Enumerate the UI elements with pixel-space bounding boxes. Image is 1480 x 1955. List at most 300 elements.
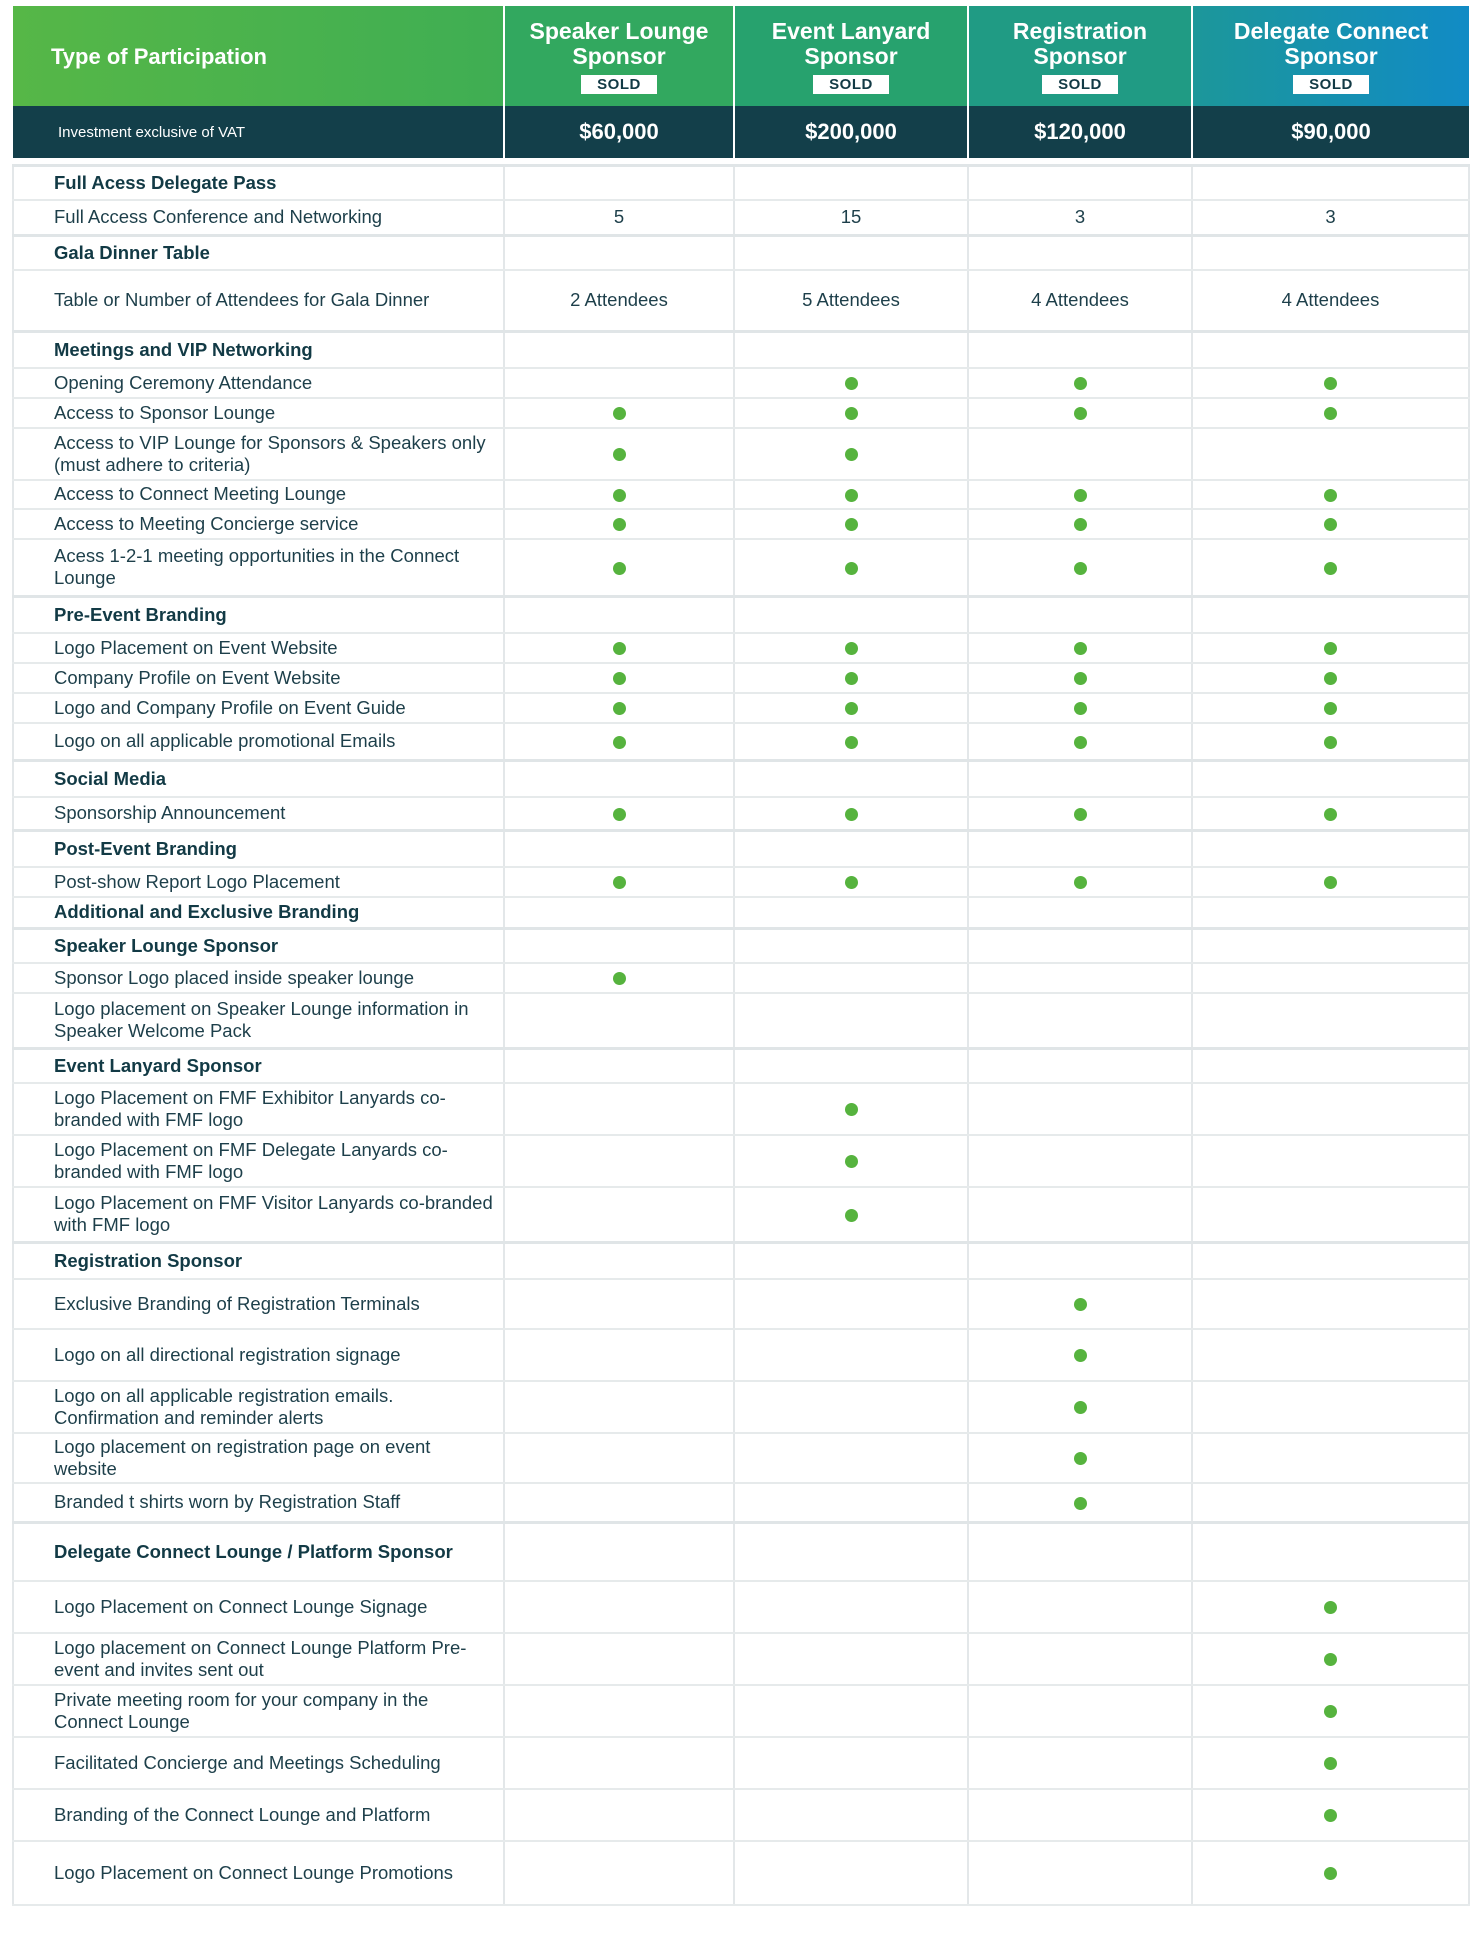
benefit-label: Exclusive Branding of Registration Terminals: [13, 1279, 504, 1329]
section-heading: Pre-Event Branding: [13, 597, 504, 633]
benefit-row: [13, 539, 1469, 597]
empty-cell: [734, 897, 968, 929]
empty-cell: [734, 1243, 968, 1279]
empty-cell: [1192, 166, 1469, 200]
section-row: [13, 929, 1469, 963]
included-dot-icon: [1074, 808, 1087, 821]
vat-note: Investment exclusive of VAT: [13, 106, 504, 158]
included-cell: [968, 480, 1192, 509]
column-name: Speaker Lounge Sponsor: [529, 17, 709, 69]
included-dot-icon: [1324, 489, 1337, 502]
empty-cell: [734, 963, 968, 993]
included-cell: [1192, 1841, 1469, 1905]
included-dot-icon: [613, 736, 626, 749]
benefit-row: [13, 693, 1469, 723]
empty-cell: [734, 1737, 968, 1789]
included-cell: [734, 1083, 968, 1135]
spacer-row: [13, 158, 1469, 166]
empty-cell: [1192, 1049, 1469, 1083]
empty-cell: [1192, 1329, 1469, 1381]
included-cell: [734, 693, 968, 723]
sold-badge: SOLD: [1042, 75, 1118, 94]
value-cell: 5 Attendees: [734, 270, 968, 332]
empty-cell: [1192, 929, 1469, 963]
included-cell: [504, 633, 734, 663]
included-dot-icon: [845, 407, 858, 420]
included-dot-icon: [1074, 407, 1087, 420]
empty-cell: [504, 897, 734, 929]
price-registration: $120,000: [968, 106, 1192, 158]
included-cell: [734, 723, 968, 761]
empty-cell: [968, 831, 1192, 867]
empty-cell: [734, 1841, 968, 1905]
included-cell: [968, 398, 1192, 428]
included-dot-icon: [1324, 562, 1337, 575]
included-cell: [1192, 1581, 1469, 1633]
empty-cell: [504, 166, 734, 200]
included-dot-icon: [1324, 1601, 1337, 1614]
section-heading: Delegate Connect Lounge / Platform Sponsor: [13, 1523, 504, 1581]
benefit-label: Logo Placement on FMF Delegate Lanyards co-branded with FMF logo: [13, 1135, 504, 1187]
included-dot-icon: [1074, 642, 1087, 655]
benefit-label: Post-show Report Logo Placement: [13, 867, 504, 897]
included-cell: [734, 428, 968, 480]
sold-badge: SOLD: [1293, 75, 1369, 94]
included-dot-icon: [613, 808, 626, 821]
benefit-label: Facilitated Concierge and Meetings Scheduling: [13, 1737, 504, 1789]
empty-cell: [968, 1633, 1192, 1685]
included-cell: [968, 368, 1192, 398]
section-row: [13, 236, 1469, 270]
section-heading: Social Media: [13, 761, 504, 797]
empty-cell: [968, 1581, 1192, 1633]
empty-cell: [504, 1789, 734, 1841]
included-cell: [504, 398, 734, 428]
benefit-row: [13, 963, 1469, 993]
included-dot-icon: [845, 672, 858, 685]
benefit-label: Logo placement on registration page on event website: [13, 1433, 504, 1483]
benefit-label: Logo Placement on FMF Visitor Lanyards co-branded with FMF logo: [13, 1187, 504, 1243]
empty-cell: [1192, 1381, 1469, 1433]
section-heading: Gala Dinner Table: [13, 236, 504, 270]
price-event-lanyard: $200,000: [734, 106, 968, 158]
included-cell: [968, 1483, 1192, 1523]
included-cell: [968, 1433, 1192, 1483]
empty-cell: [968, 1135, 1192, 1187]
benefit-label: Sponsor Logo placed inside speaker lounge: [13, 963, 504, 993]
benefits-body: [13, 166, 1469, 1905]
included-dot-icon: [1324, 377, 1337, 390]
benefit-label: Company Profile on Event Website: [13, 663, 504, 693]
included-cell: [1192, 539, 1469, 597]
empty-cell: [504, 1581, 734, 1633]
included-dot-icon: [845, 642, 858, 655]
empty-cell: [1192, 1083, 1469, 1135]
empty-cell: [1192, 1483, 1469, 1523]
column-heading-speaker-lounge: [504, 6, 734, 106]
section-row: [13, 761, 1469, 797]
included-cell: [968, 663, 1192, 693]
included-cell: [968, 867, 1192, 897]
empty-cell: [504, 1483, 734, 1523]
included-dot-icon: [1324, 736, 1337, 749]
benefit-label: Table or Number of Attendees for Gala Dinner: [13, 270, 504, 332]
included-cell: [1192, 633, 1469, 663]
empty-cell: [968, 1841, 1192, 1905]
included-cell: [1192, 480, 1469, 509]
included-dot-icon: [845, 1103, 858, 1116]
empty-cell: [968, 332, 1192, 368]
included-dot-icon: [613, 672, 626, 685]
value-cell: 5: [504, 200, 734, 236]
section-row: [13, 597, 1469, 633]
empty-cell: [1192, 761, 1469, 797]
sold-badge: SOLD: [581, 75, 657, 94]
section-row: [13, 831, 1469, 867]
benefit-label: Acess 1-2-1 meeting opportunities in the Connect Lounge: [13, 539, 504, 597]
included-dot-icon: [1324, 1705, 1337, 1718]
benefit-row: [13, 1633, 1469, 1685]
included-dot-icon: [1324, 642, 1337, 655]
price-speaker-lounge: $60,000: [504, 106, 734, 158]
benefit-row: [13, 200, 1469, 236]
section-row: [13, 1243, 1469, 1279]
section-heading: Event Lanyard Sponsor: [13, 1049, 504, 1083]
benefit-label: Sponsorship Announcement: [13, 797, 504, 831]
empty-cell: [968, 1685, 1192, 1737]
empty-cell: [734, 993, 968, 1049]
price-row: [13, 106, 1469, 158]
included-dot-icon: [845, 562, 858, 575]
benefit-label: Access to Connect Meeting Lounge: [13, 480, 504, 509]
section-row: [13, 166, 1469, 200]
benefit-row: [13, 1841, 1469, 1905]
empty-cell: [1192, 831, 1469, 867]
column-name: Delegate Connect Sponsor: [1233, 17, 1429, 69]
empty-cell: [734, 236, 968, 270]
included-dot-icon: [1324, 702, 1337, 715]
included-cell: [1192, 723, 1469, 761]
included-dot-icon: [845, 518, 858, 531]
empty-cell: [504, 831, 734, 867]
benefit-row: [13, 1083, 1469, 1135]
column-name: Event Lanyard Sponsor: [771, 17, 931, 69]
empty-cell: [504, 1433, 734, 1483]
benefit-label: Logo on all applicable registration emails. Confirmation and reminder alerts: [13, 1381, 504, 1433]
value-cell: 4 Attendees: [968, 270, 1192, 332]
included-dot-icon: [1324, 876, 1337, 889]
empty-cell: [504, 1279, 734, 1329]
empty-cell: [968, 1049, 1192, 1083]
included-dot-icon: [1074, 876, 1087, 889]
empty-cell: [1192, 963, 1469, 993]
included-cell: [968, 723, 1192, 761]
benefit-row: [13, 1685, 1469, 1737]
benefit-row: [13, 1135, 1469, 1187]
included-dot-icon: [1324, 1757, 1337, 1770]
empty-cell: [1192, 993, 1469, 1049]
benefit-label: Access to VIP Lounge for Sponsors & Speakers only (must adhere to criteria): [13, 428, 504, 480]
section-row: [13, 332, 1469, 368]
empty-cell: [968, 1187, 1192, 1243]
included-cell: [734, 633, 968, 663]
included-dot-icon: [613, 562, 626, 575]
value-cell: 3: [1192, 200, 1469, 236]
sponsorship-comparison-sheet: [12, 6, 1468, 1906]
included-dot-icon: [1074, 1298, 1087, 1311]
benefit-row: [13, 1433, 1469, 1483]
benefit-label: Logo placement on Connect Lounge Platform Pre-event and invites sent out: [13, 1633, 504, 1685]
price-delegate-connect: $90,000: [1192, 106, 1469, 158]
benefit-row: [13, 1381, 1469, 1433]
benefit-label: Branded t shirts worn by Registration Staff: [13, 1483, 504, 1523]
included-dot-icon: [613, 518, 626, 531]
benefit-label: Logo on all directional registration signage: [13, 1329, 504, 1381]
benefit-row: [13, 867, 1469, 897]
included-dot-icon: [845, 736, 858, 749]
included-dot-icon: [845, 876, 858, 889]
empty-cell: [1192, 332, 1469, 368]
section-row: [13, 1523, 1469, 1581]
benefit-label: Branding of the Connect Lounge and Platform: [13, 1789, 504, 1841]
included-dot-icon: [613, 407, 626, 420]
included-cell: [1192, 663, 1469, 693]
included-cell: [1192, 797, 1469, 831]
empty-cell: [968, 166, 1192, 200]
empty-cell: [504, 1049, 734, 1083]
benefit-row: [13, 1187, 1469, 1243]
included-dot-icon: [1074, 1349, 1087, 1362]
empty-cell: [504, 597, 734, 633]
empty-cell: [734, 1633, 968, 1685]
included-dot-icon: [1074, 672, 1087, 685]
empty-cell: [734, 1329, 968, 1381]
empty-cell: [504, 1523, 734, 1581]
benefit-row: [13, 1329, 1469, 1381]
empty-cell: [1192, 1243, 1469, 1279]
empty-cell: [734, 1523, 968, 1581]
benefit-row: [13, 797, 1469, 831]
included-dot-icon: [1324, 407, 1337, 420]
included-dot-icon: [1074, 518, 1087, 531]
empty-cell: [734, 1685, 968, 1737]
empty-cell: [504, 1685, 734, 1737]
included-dot-icon: [845, 489, 858, 502]
benefit-row: [13, 398, 1469, 428]
benefit-row: [13, 368, 1469, 398]
included-cell: [968, 1381, 1192, 1433]
included-cell: [1192, 509, 1469, 539]
empty-cell: [504, 236, 734, 270]
benefit-label: Private meeting room for your company in the Connect Lounge: [13, 1685, 504, 1737]
included-dot-icon: [613, 702, 626, 715]
included-dot-icon: [845, 377, 858, 390]
column-heading-delegate-connect: [1192, 6, 1469, 106]
sold-badge: SOLD: [813, 75, 889, 94]
empty-cell: [504, 368, 734, 398]
empty-cell: [504, 1083, 734, 1135]
included-dot-icon: [1324, 808, 1337, 821]
empty-cell: [1192, 1433, 1469, 1483]
empty-cell: [1192, 1187, 1469, 1243]
section-heading: Registration Sponsor: [13, 1243, 504, 1279]
participation-type-heading: Type of Participation: [13, 6, 504, 106]
included-cell: [504, 539, 734, 597]
section-row: [13, 897, 1469, 929]
included-cell: [504, 480, 734, 509]
empty-cell: [504, 1737, 734, 1789]
empty-cell: [734, 1381, 968, 1433]
included-cell: [1192, 368, 1469, 398]
included-cell: [504, 428, 734, 480]
benefit-label: Logo Placement on Connect Lounge Promotions: [13, 1841, 504, 1905]
empty-cell: [968, 597, 1192, 633]
empty-cell: [968, 929, 1192, 963]
benefit-row: [13, 633, 1469, 663]
included-dot-icon: [845, 1209, 858, 1222]
column-heading-registration: [968, 6, 1192, 106]
empty-cell: [734, 1483, 968, 1523]
empty-cell: [1192, 1523, 1469, 1581]
empty-cell: [734, 929, 968, 963]
included-dot-icon: [1074, 1452, 1087, 1465]
header-row: [13, 6, 1469, 106]
benefit-label: Logo Placement on Event Website: [13, 633, 504, 663]
empty-cell: [1192, 1279, 1469, 1329]
benefit-row: [13, 663, 1469, 693]
included-cell: [968, 1279, 1192, 1329]
empty-cell: [504, 1841, 734, 1905]
included-cell: [1192, 1789, 1469, 1841]
benefit-label: Logo on all applicable promotional Emails: [13, 723, 504, 761]
included-dot-icon: [845, 808, 858, 821]
section-heading: Full Acess Delegate Pass: [13, 166, 504, 200]
section-heading: Meetings and VIP Networking: [13, 332, 504, 368]
benefit-label: Full Access Conference and Networking: [13, 200, 504, 236]
included-dot-icon: [1324, 518, 1337, 531]
included-dot-icon: [613, 642, 626, 655]
empty-cell: [734, 1789, 968, 1841]
empty-cell: [504, 332, 734, 368]
included-cell: [1192, 1737, 1469, 1789]
included-dot-icon: [613, 972, 626, 985]
included-cell: [734, 368, 968, 398]
benefit-row: [13, 1581, 1469, 1633]
empty-cell: [504, 1243, 734, 1279]
benefit-row: [13, 993, 1469, 1049]
included-cell: [968, 539, 1192, 597]
included-dot-icon: [845, 702, 858, 715]
empty-cell: [968, 1737, 1192, 1789]
empty-cell: [968, 236, 1192, 270]
benefit-label: Logo placement on Speaker Lounge information in Speaker Welcome Pack: [13, 993, 504, 1049]
section-heading: Speaker Lounge Sponsor: [13, 929, 504, 963]
included-dot-icon: [1324, 1867, 1337, 1880]
benefit-label: Access to Sponsor Lounge: [13, 398, 504, 428]
included-cell: [504, 663, 734, 693]
empty-cell: [504, 1633, 734, 1685]
empty-cell: [734, 332, 968, 368]
empty-cell: [968, 963, 1192, 993]
included-dot-icon: [613, 489, 626, 502]
empty-cell: [734, 831, 968, 867]
included-cell: [504, 867, 734, 897]
included-cell: [734, 509, 968, 539]
included-cell: [734, 1135, 968, 1187]
empty-cell: [968, 993, 1192, 1049]
included-dot-icon: [1074, 1497, 1087, 1510]
included-dot-icon: [613, 876, 626, 889]
included-cell: [968, 633, 1192, 663]
included-cell: [1192, 693, 1469, 723]
benefit-row: [13, 428, 1469, 480]
empty-cell: [1192, 897, 1469, 929]
included-cell: [1192, 867, 1469, 897]
benefit-row: [13, 723, 1469, 761]
benefit-label: Logo and Company Profile on Event Guide: [13, 693, 504, 723]
included-cell: [1192, 398, 1469, 428]
included-dot-icon: [1324, 1653, 1337, 1666]
empty-cell: [968, 761, 1192, 797]
sponsorship-table: [12, 6, 1470, 1906]
included-cell: [734, 398, 968, 428]
section-row: [13, 1049, 1469, 1083]
included-dot-icon: [1324, 672, 1337, 685]
included-dot-icon: [1074, 702, 1087, 715]
empty-cell: [1192, 428, 1469, 480]
benefit-row: [13, 270, 1469, 332]
included-dot-icon: [1074, 1401, 1087, 1414]
empty-cell: [968, 897, 1192, 929]
empty-cell: [1192, 597, 1469, 633]
included-dot-icon: [1074, 562, 1087, 575]
value-cell: 3: [968, 200, 1192, 236]
section-heading: Additional and Exclusive Branding: [13, 897, 504, 929]
empty-cell: [1192, 236, 1469, 270]
included-cell: [734, 663, 968, 693]
empty-cell: [734, 1049, 968, 1083]
value-cell: 15: [734, 200, 968, 236]
column-heading-event-lanyard: [734, 6, 968, 106]
benefit-row: [13, 480, 1469, 509]
included-dot-icon: [1324, 1809, 1337, 1822]
included-cell: [734, 539, 968, 597]
benefit-label: Access to Meeting Concierge service: [13, 509, 504, 539]
included-cell: [734, 867, 968, 897]
included-cell: [734, 480, 968, 509]
benefit-row: [13, 1737, 1469, 1789]
included-dot-icon: [1074, 377, 1087, 390]
column-name: Registration Sponsor: [1012, 17, 1148, 69]
benefit-label: Logo Placement on FMF Exhibitor Lanyards co-branded with FMF logo: [13, 1083, 504, 1135]
empty-cell: [504, 761, 734, 797]
empty-cell: [504, 1187, 734, 1243]
empty-cell: [734, 166, 968, 200]
included-dot-icon: [613, 448, 626, 461]
empty-cell: [734, 1279, 968, 1329]
included-cell: [504, 693, 734, 723]
empty-cell: [504, 1135, 734, 1187]
empty-cell: [504, 1329, 734, 1381]
value-cell: 2 Attendees: [504, 270, 734, 332]
included-cell: [504, 509, 734, 539]
empty-cell: [968, 1083, 1192, 1135]
benefit-row: [13, 1279, 1469, 1329]
empty-cell: [734, 1581, 968, 1633]
included-cell: [504, 723, 734, 761]
included-cell: [504, 963, 734, 993]
benefit-row: [13, 1483, 1469, 1523]
